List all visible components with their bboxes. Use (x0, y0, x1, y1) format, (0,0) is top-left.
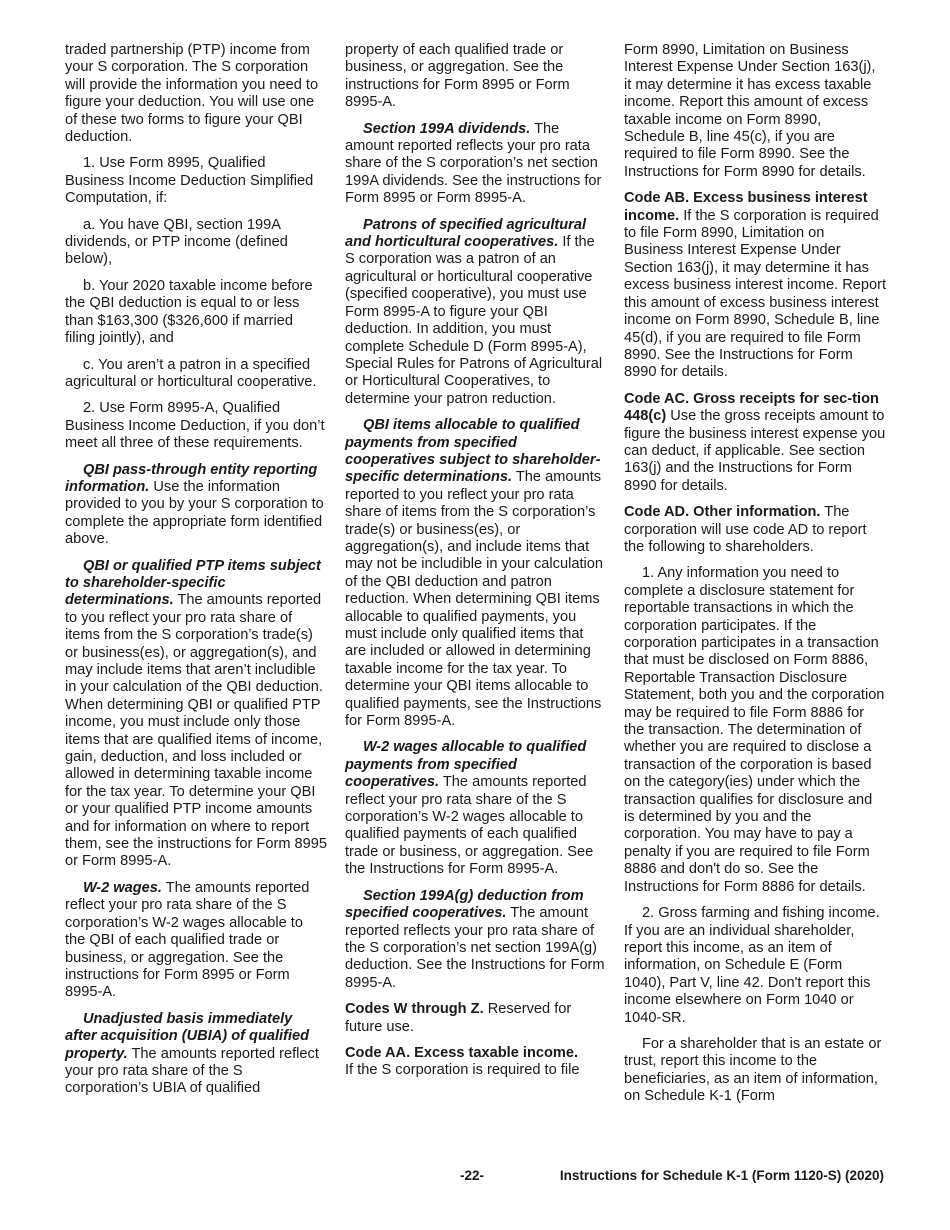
list-item: a. You have QBI, section 199A dividends, or PTP income (defined below), (65, 216, 288, 268)
paragraph-text: Reserved for future use. (345, 1001, 572, 1035)
document-title: Instructions for Schedule K-1 (Form 1120-S) (2020) (559, 1168, 884, 1183)
paragraph (624, 504, 886, 556)
paragraph: property of each qualified trade or business, or aggregation. See the instructions for Form 8995 or Form 8995-A. (345, 42, 570, 111)
paragraph-text: If the S corporation is required to file (345, 1062, 580, 1079)
page-footer (0, 1168, 950, 1188)
paragraph (65, 462, 327, 549)
list-item: 2. Gross farming and fishing income. If you are an individual shareholder, report this income, as an item of information, on Schedule E (Form 1040), Part V, line 42. Don't report this income elsewhere on Form 1040 or 1040-SR. (624, 905, 880, 1026)
run-in-heading: QBI or qualified PTP items subject to shareholder-specific determinations. (65, 557, 321, 609)
list-item: b. Your 2020 taxable income before the QBI deduction is equal to or less than $163,300 ($326,600 if married filing jointly), and (65, 277, 313, 347)
paragraph: Form 8990, Limitation on Business Interest Expense Under Section 163(j), it may determine it has excess taxable income. Report this amount of excess taxable income on Form 8990, Schedule B, line 45(c), if you are required to file Form 8990. See the Instructions for Form 8990 for details. (624, 42, 876, 180)
run-in-heading: Code AA. Excess taxable income. (345, 1044, 579, 1061)
column-left (65, 42, 327, 1107)
run-in-heading: Code AB. Excess business interest income. (624, 190, 868, 224)
paragraph-text: The amounts reported reflect your pro rata share of the S corporation’s W-2 wages allocable to qualified payments of each qualified trade or business, or aggregation. See the Instructions for Form 8995-A. (345, 774, 594, 878)
paragraph: traded partnership (PTP) income from your S corporation. The S corporation will provide the information you need to figure your deduction. You will use one of these two forms to figure your QBI deduction. (65, 42, 319, 146)
run-in-heading: W-2 wages. (83, 879, 162, 896)
paragraph (345, 1001, 607, 1036)
list-item: 1. Any information you need to complete a disclosure statement for reportable transactions in which the corporation participates. If the corporation participates in a transaction that must be disclosed on Form 8886, Reportable Transaction Disclosure Statement, both you and the corporation may be required to file Form 8886 for the transaction. The determination of whether you are required to disclose a transaction of the corporation is based on the category(ies) under which the transaction qualifies for disclosure and is determined by you and the corporation. You may have to pay a penalty if you are required to file Form 8886 and don't do so. See the Instructions for Form 8886 for details. (624, 565, 885, 895)
paragraph (345, 1045, 607, 1080)
paragraph (345, 888, 607, 992)
paragraph-text: Use the gross receipts amount to figure the business interest expense you can deduct, if applicable. See section 163(j) and the Instructions for Form 8990 for details. (624, 408, 886, 494)
run-in-heading: QBI pass-through entity reporting information. (65, 461, 318, 495)
run-in-heading: Code AC. Gross receipts for sec-tion 448(c) (624, 390, 879, 425)
paragraph-text: The amounts reported to you reflect your pro rata share of items from the S corporation’s trade(s) or business(es), or aggregation(s), and may include items that aren’t includible in your calculation of the QBI deduction. When determining QBI or qualified PTP income, you must include only those items that are qualified items of income, gain, deduction, and loss included or allowed in determining taxable income for the tax year. To determine your QBI or your qualified PTP income amounts and for information on where to report them, see the instructions for Form 8995 or Form 8995-A. (65, 592, 327, 870)
column-right (624, 42, 886, 1115)
paragraph: For a shareholder that is an estate or trust, report this income to the beneficiaries, as an item of information, on Schedule K-1 (Form (624, 1035, 882, 1105)
paragraph-text: The corporation will use code AD to report the following to shareholders. (624, 504, 867, 555)
list-item: 1. Use Form 8995, Qualified Business Income Deduction Simplified Computation, if: (65, 155, 314, 207)
run-in-heading: Patrons of specified agricultural and horticultural cooperatives. (345, 216, 587, 251)
paragraph (345, 739, 607, 878)
column-middle (345, 42, 607, 1089)
paragraph-text: The amount reported reflects your pro rata share of the S corporation’s net section 199A dividends. See the instructions for Form 8995 or Form 8995-A. (345, 120, 602, 207)
run-in-heading: QBI items allocable to qualified payments from specified cooperatives subject to shareholder-specific determinations. (345, 417, 601, 486)
paragraph-text: The amounts reported to you reflect your pro rata share of items from the S corporation’s trade(s) or business(es), or aggregation(s), and include items that may not be includible in your calculation of the QBI deduction and patron reduction. When determining QBI items allocable to qualified payments, you must include only qualified items that are included or allowed in determining taxable income for the tax year. To determine your QBI items allocable to qualified payments, see the Instructions for Form 8995-A. (345, 469, 603, 730)
run-in-heading: Code AD. Other information. (624, 504, 821, 521)
list-item: c. You aren’t a patron in a specified agricultural or horticultural cooperative. (65, 356, 317, 390)
paragraph-text: The amounts reported reflect your pro rata share of the S corporation’s W-2 wages allocable to the QBI of each qualified trade or business, or aggregation. See the instructions for Form 8995 or Form 8995-A. (65, 879, 310, 1001)
paragraph (345, 417, 607, 730)
paragraph (624, 391, 886, 495)
list-item: 2. Use Form 8995-A, Qualified Business Income Deduction, if you don’t meet all three of these requirements. (65, 400, 325, 452)
run-in-heading: Section 199A dividends. (363, 120, 531, 137)
run-in-heading: Section 199A(g) deduction from specified cooperatives. (345, 887, 584, 922)
paragraph-text: If the S corporation is required to file Form 8990, Limitation on Business Interest Expense Under Section 163(j), it may determine it has excess business interest income. Report this amount of excess business interest income on Form 8990, Schedule B, line 45(d), if you are required to file Form 8990. See the Instructions for Form 8990 for details. (624, 207, 886, 381)
run-in-heading: Unadjusted basis immediately after acquisition (UBIA) of qualified property. (65, 1010, 310, 1062)
paragraph (65, 558, 327, 871)
page-number: -22- (460, 1168, 485, 1183)
paragraph-text: If the S corporation was a patron of an agricultural or horticultural cooperative (specified cooperative), you must use Form 8995-A to figure your QBI deduction. In addition, you must complete Schedule D (Form 8995-A), Special Rules for Patrons of Agricultural or Horticultural Cooperatives, to determine your patron reduction. (345, 234, 603, 407)
run-in-heading: W-2 wages allocable to qualified payments from specified cooperatives. (345, 739, 587, 791)
paragraph-text: The amounts reported reflect your pro rata share of the S corporation’s UBIA of qualified (65, 1045, 319, 1097)
paragraph (65, 880, 327, 1002)
run-in-heading: Codes W through Z. (345, 1001, 484, 1018)
paragraph-text: The amount reported reflects your pro rata share of the S corporation’s net section 199A(g) deduction. See the Instructions for Form 8995-A. (345, 905, 605, 991)
paragraph (345, 217, 607, 408)
paragraph (65, 1011, 327, 1098)
paragraph (624, 190, 886, 381)
paragraph (345, 121, 607, 208)
paragraph-text: Use the information provided to you by your S corporation to complete the appropriate form identified above. (65, 478, 324, 548)
